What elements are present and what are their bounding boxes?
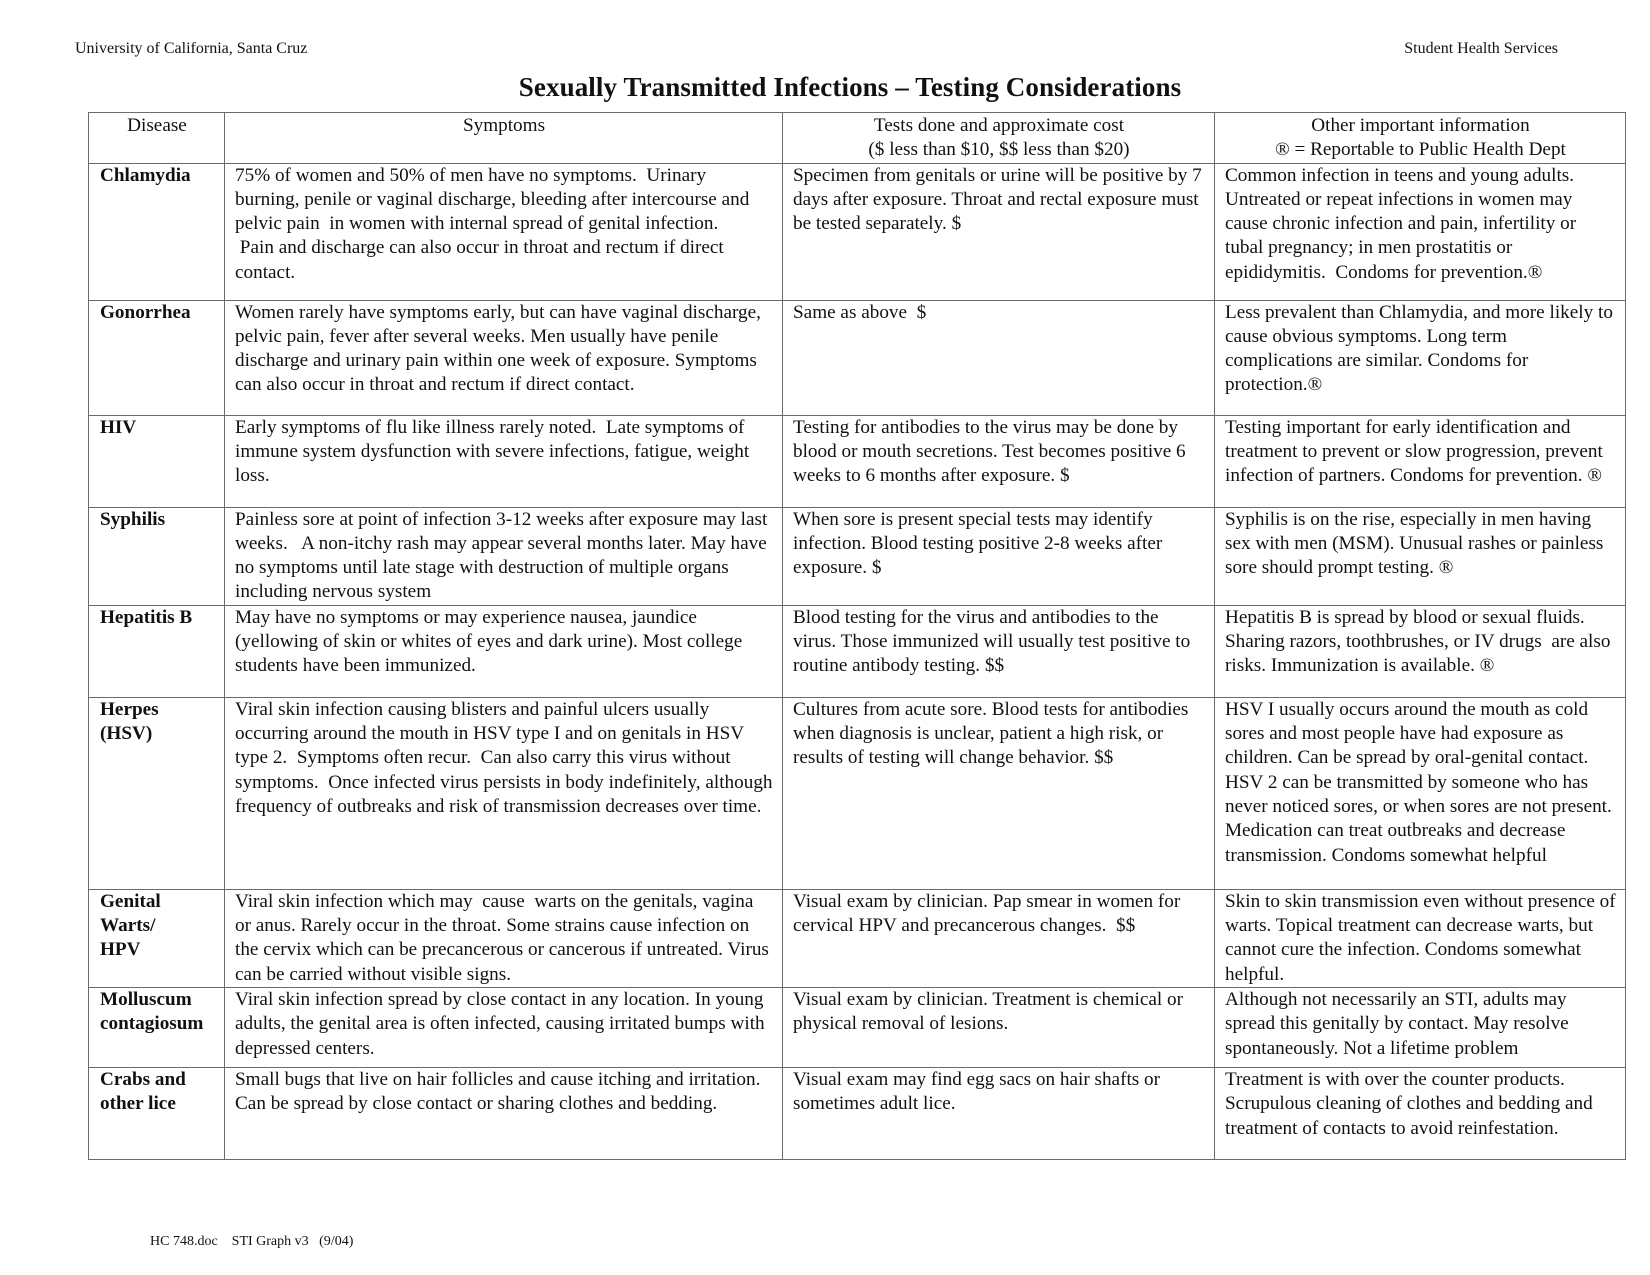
other-info-cell: Common infection in teens and young adults. Untreated or repeat infections in women may cause chronic infection and pain, infertility or tubal pregnancy; in men prostatitis or epididymitis. Condoms for prevention.®	[1215, 163, 1626, 300]
symptoms-text: Pain and discharge can also occur in throat and rectum if direct contact.	[235, 237, 729, 283]
table-row	[89, 1067, 1626, 1159]
symptoms-text: Viral skin infection spread by close contact in any location. In young adults, the genital area is often infected, causing irritated bumps with depressed centers.	[235, 988, 770, 1059]
disease-name-cell	[89, 605, 225, 697]
disease-name: Molluscum	[100, 988, 192, 1010]
header-department: Student Health Services	[1404, 40, 1558, 57]
symptoms-cell	[225, 889, 783, 987]
symptoms-text: May have no symptoms or may experience nausea, jaundice (yellowing of skin or whites of eyes and dark urine). Most college students have been immunized.	[235, 606, 748, 677]
table-row	[89, 697, 1626, 889]
header-line: Other important information	[1311, 115, 1530, 136]
table-row	[89, 415, 1626, 507]
header-line: Tests done and approximate cost	[873, 115, 1125, 136]
symptoms-cell	[225, 1067, 783, 1159]
disease-name: Crabs and	[100, 1068, 186, 1090]
disease-name-cell	[89, 1067, 225, 1159]
sti-table	[88, 112, 1626, 1160]
header-institution: University of California, Santa Cruz	[75, 40, 308, 57]
other-info-cell: Treatment is with over the counter products. Scrupulous cleaning of clothes and bedding and treatment of contacts to avoid reinfestation.	[1215, 1067, 1626, 1159]
tests-cost-cell: Visual exam by clinician. Pap smear in women for cervical HPV and precancerous changes. $$	[783, 889, 1215, 987]
table-header-row	[89, 113, 1626, 164]
document-footer: HC 748.doc STI Graph v3 (9/04)	[150, 1234, 354, 1249]
symptoms-text: Early symptoms of flu like illness rarely noted. Late symptoms of immune system dysfunction with severe infections, fatigue, weight loss.	[235, 416, 755, 487]
column-header-symptoms	[225, 113, 783, 164]
disease-name-cell	[89, 889, 225, 987]
symptoms-cell	[225, 415, 783, 507]
table-row	[89, 987, 1626, 1067]
disease-name: (HSV)	[100, 723, 153, 745]
tests-cost-cell: When sore is present special tests may identify infection. Blood testing positive 2-8 weeks after exposure. $	[783, 507, 1215, 605]
table-body	[89, 163, 1626, 1159]
tests-cost-cell: Same as above $	[783, 300, 1215, 415]
disease-name: Herpes	[100, 698, 159, 720]
tests-cost-cell: Blood testing for the virus and antibodies to the virus. Those immunized will usually test positive to routine antibody testing. $$	[783, 605, 1215, 697]
symptoms-cell	[225, 987, 783, 1067]
column-header-disease	[89, 113, 225, 164]
column-header-other-info	[1215, 113, 1626, 164]
disease-name-cell	[89, 507, 225, 605]
table-row	[89, 507, 1626, 605]
other-info-cell: Although not necessarily an STI, adults may spread this genitally by contact. May resolve spontaneously. Not a lifetime problem	[1215, 987, 1626, 1067]
tests-cost-cell: Specimen from genitals or urine will be positive by 7 days after exposure. Throat and rectal exposure must be tested separately. $	[783, 163, 1215, 300]
tests-cost-cell: Testing for antibodies to the virus may be done by blood or mouth secretions. Test becomes positive 6 weeks to 6 months after exposure. $	[783, 415, 1215, 507]
table-row	[89, 300, 1626, 415]
document-title: Sexually Transmitted Infections – Testing Considerations	[518, 72, 1182, 102]
symptoms-cell	[225, 697, 783, 889]
column-header-tests	[783, 113, 1215, 164]
symptoms-text: 75% of women and 50% of men have no symptoms. Urinary burning, penile or vaginal discharge, bleeding after intercourse and pelvic pain in women with internal spread of genital infection.	[235, 164, 755, 235]
disease-name: Genital	[100, 890, 161, 912]
header-line: Disease	[127, 115, 187, 136]
symptoms-text: Small bugs that live on hair follicles and cause itching and irritation. Can be spread by close contact or sharing clothes and bedding.	[235, 1068, 766, 1115]
tests-cost-cell: Cultures from acute sore. Blood tests for antibodies when diagnosis is unclear, patient a high risk, or results of testing will change behavior. $$	[783, 697, 1215, 889]
disease-name-cell	[89, 300, 225, 415]
symptoms-text: Viral skin infection which may cause warts on the genitals, vagina or anus. Rarely occur in the throat. Some strains cause infection on the cervix which can be precancerous or cancerous if untreated. Virus can be carried without visible signs.	[235, 890, 774, 985]
disease-name: HPV	[100, 939, 141, 961]
disease-name: Warts/	[100, 915, 156, 937]
symptoms-cell	[225, 605, 783, 697]
disease-name: Hepatitis B	[100, 606, 193, 628]
disease-name: HIV	[100, 416, 137, 438]
disease-name-cell	[89, 163, 225, 300]
tests-cost-cell: Visual exam by clinician. Treatment is chemical or physical removal of lesions.	[783, 987, 1215, 1067]
disease-name-cell	[89, 987, 225, 1067]
other-info-cell: Skin to skin transmission even without presence of warts. Topical treatment can decrease warts, but cannot cure the infection. Condoms somewhat helpful.	[1215, 889, 1626, 987]
header-line: Symptoms	[462, 115, 546, 136]
disease-name: Syphilis	[100, 508, 166, 530]
disease-name: other lice	[100, 1093, 176, 1115]
other-info-cell: Testing important for early identification and treatment to prevent or slow progression, prevent infection of partners. Condoms for prevention. ®	[1215, 415, 1626, 507]
table-row	[89, 889, 1626, 987]
symptoms-text: Women rarely have symptoms early, but can have vaginal discharge, pelvic pain, fever after several weeks. Men usually have penile discharge and urinary pain within one week of exposure. Symptoms can also occur in throat and rectum if direct contact.	[235, 301, 766, 396]
symptoms-cell	[225, 300, 783, 415]
disease-name: contagiosum	[100, 1013, 204, 1035]
symptoms-text: Viral skin infection causing blisters and painful ulcers usually occurring around the mouth in HSV type I and on genitals in HSV type 2. Symptoms often recur. Can also carry this virus without symptoms. Once infected virus persists in body indefinitely, although frequency of outbreaks and risk of transmission decreases over time.	[235, 698, 778, 817]
symptoms-cell	[225, 163, 783, 300]
other-info-cell: HSV I usually occurs around the mouth as cold sores and most people have had exposure as children. Can be spread by oral-genital contact. HSV 2 can be transmitted by someone who has never noticed sores, or when sores are not present. Medication can treat outbreaks and decrease transmission. Condoms somewhat helpful	[1215, 697, 1626, 889]
other-info-cell: Less prevalent than Chlamydia, and more likely to cause obvious symptoms. Long term complications are similar. Condoms for protection.®	[1215, 300, 1626, 415]
symptoms-cell	[225, 507, 783, 605]
table-row	[89, 605, 1626, 697]
tests-cost-cell: Visual exam may find egg sacs on hair shafts or sometimes adult lice.	[783, 1067, 1215, 1159]
other-info-cell: Syphilis is on the rise, especially in men having sex with men (MSM). Unusual rashes or painless sore should prompt testing. ®	[1215, 507, 1626, 605]
disease-name: Gonorrhea	[100, 301, 191, 323]
other-info-cell: Hepatitis B is spread by blood or sexual fluids. Sharing razors, toothbrushes, or IV drugs are also risks. Immunization is available. ®	[1215, 605, 1626, 697]
disease-name: Chlamydia	[100, 164, 191, 186]
disease-name-cell	[89, 697, 225, 889]
header-reportable-legend: ® = Reportable to Public Health Dept	[1275, 139, 1566, 161]
symptoms-text: Painless sore at point of infection 3-12 weeks after exposure may last weeks. A non-itchy rash may appear several months later. May have no symptoms until late stage with destruction of multiple organs including nervous system	[235, 508, 773, 603]
disease-name-cell	[89, 415, 225, 507]
table-row	[89, 163, 1626, 300]
header-cost-legend: ($ less than $10, $$ less than $20)	[868, 139, 1130, 161]
